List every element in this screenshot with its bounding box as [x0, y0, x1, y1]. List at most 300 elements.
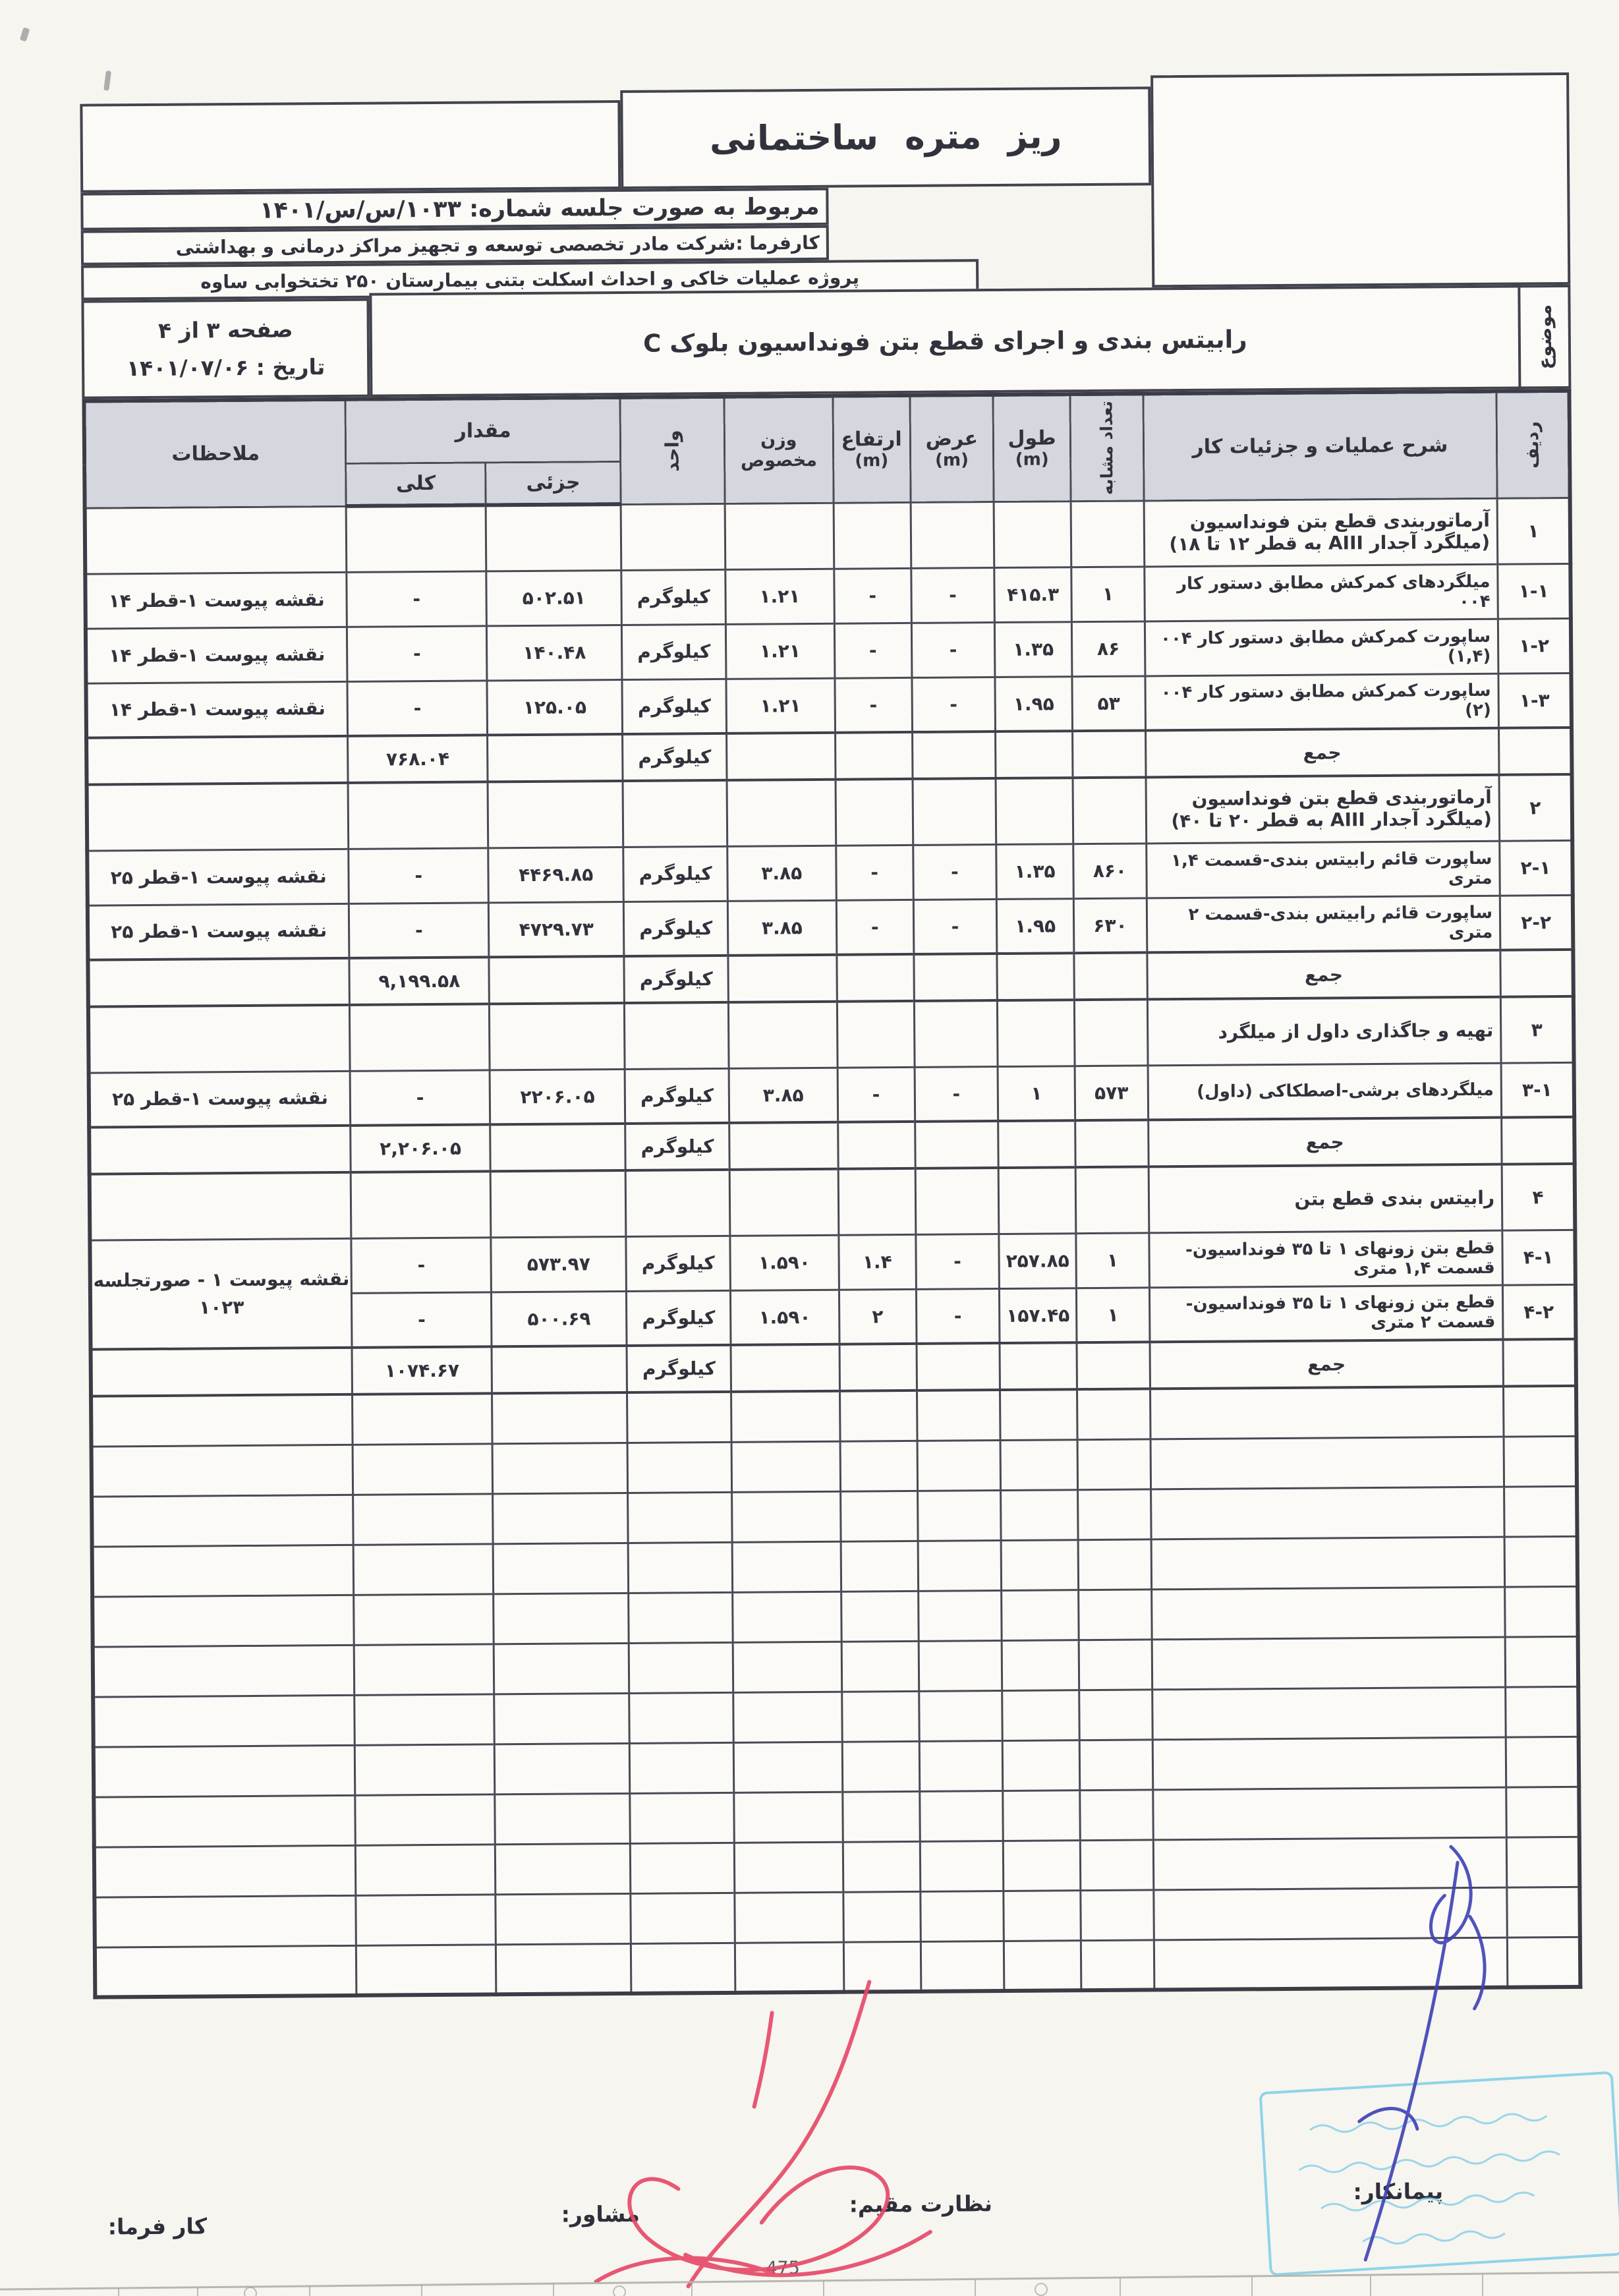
- cell-similar-count: ۵۳: [1072, 675, 1145, 731]
- cell-similar-count: ۸۶: [1072, 621, 1145, 676]
- cell-width: -: [912, 677, 996, 732]
- col-header-similar-count: تعداد مشابه: [1070, 393, 1144, 501]
- cell-empty: [86, 736, 348, 785]
- cell-empty: [1002, 1590, 1079, 1640]
- cell-section-title: تهیه و جاگذاری داول از میلگرد: [1147, 997, 1501, 1066]
- col-header-unit-weight: وزن مخصوص: [724, 396, 834, 503]
- cell-empty: [621, 503, 725, 570]
- cell-empty: [1079, 1589, 1152, 1640]
- contractor-signature: [1252, 1837, 1539, 2274]
- cell-description: ساپورت قائم رابیتس بندی-قسمت ۲ متری: [1147, 896, 1500, 953]
- cell-empty: [1073, 777, 1146, 844]
- cell-empty: [727, 780, 836, 846]
- cell-empty: [353, 1443, 492, 1494]
- cell-row-no: ۲: [1499, 774, 1572, 841]
- cell-amount-partial: ۲۲۰۶.۰۵: [490, 1069, 625, 1124]
- cell-amount-partial: ۵۰۰.۶۹: [492, 1291, 627, 1346]
- cell-empty: [629, 1642, 733, 1693]
- cell-empty: [1151, 1537, 1505, 1590]
- cell-similar-count: ۱: [1077, 1287, 1150, 1342]
- cell-empty: [353, 1493, 493, 1544]
- cell-empty: [1004, 1890, 1081, 1941]
- cell-empty: [914, 954, 998, 1001]
- cell-remark: نقشه پیوست ۱-قطر ۱۴: [86, 627, 347, 683]
- cell-empty: [628, 1492, 732, 1543]
- cell-empty: [91, 1348, 353, 1396]
- col-header-length: طول (m): [993, 394, 1071, 502]
- cell-unit: كیلوگرم: [626, 1236, 730, 1291]
- cell-unit: كیلوگرم: [624, 901, 728, 956]
- cell-empty: [725, 503, 834, 569]
- cell-empty: [998, 1120, 1076, 1168]
- cell-amount-total: -: [347, 625, 487, 681]
- col-header-description: شرح عملیات و جزئیات کار: [1143, 391, 1498, 501]
- cell-remark: نقشه پیوست ۱-قطر ۲۵: [88, 904, 349, 960]
- cell-unit: كیلوگرم: [625, 1068, 729, 1124]
- cell-empty: [627, 1442, 731, 1493]
- cell-empty: [919, 1640, 1002, 1691]
- cell-empty: [1150, 1437, 1504, 1489]
- consultant-label: مشاور:: [561, 2200, 640, 2227]
- date-label: تاریخ : ۱۴۰۱/۰۷/۰۶: [126, 354, 326, 382]
- cell-empty: [494, 1693, 630, 1744]
- cell-empty: [494, 1643, 629, 1694]
- cell-empty: [841, 1641, 919, 1692]
- page-number-label: صفحه ۳ از ۴: [157, 316, 293, 343]
- cell-sum-total: ۷۶۸.۰۴: [348, 735, 488, 782]
- cell-empty: [994, 501, 1071, 567]
- cell-row-no: ۱-۱: [1498, 563, 1571, 619]
- next-page-edge: [0, 2267, 1619, 2296]
- cell-empty: [356, 1894, 496, 1945]
- cell-width: -: [916, 1234, 1000, 1289]
- cell-unit: كیلوگرم: [622, 624, 726, 679]
- resident-supervisor-signature: [554, 1969, 965, 2296]
- cell-row-no: ۴-۱: [1502, 1230, 1576, 1285]
- cell-row-no: ۳-۱: [1501, 1062, 1574, 1118]
- cell-empty: [731, 1391, 840, 1442]
- cell-empty: [735, 1892, 843, 1943]
- cell-empty: [914, 1000, 998, 1067]
- cell-empty: [838, 1122, 915, 1169]
- cell-empty: [627, 1392, 731, 1443]
- cell-empty: [1504, 1536, 1577, 1587]
- employer-label: كار فرما:: [107, 2213, 208, 2240]
- cell-empty: [1151, 1587, 1505, 1640]
- cell-description: میلگردهای برشی-اصطكاكی (داول): [1148, 1063, 1502, 1120]
- cell-empty: [496, 1893, 631, 1944]
- page-title: ریز متره ساختمانی: [709, 117, 1062, 159]
- cell-amount-partial: ۱۲۵.۰۵: [487, 679, 623, 735]
- cell-unit: كیلوگرم: [623, 846, 727, 902]
- cell-empty: [733, 1592, 841, 1642]
- cell-row-no: ۲-۲: [1500, 895, 1573, 950]
- cell-description: میلگردهای كمركش مطابق دستور كار ۰۰۴: [1144, 564, 1498, 621]
- cell-empty: [631, 1893, 735, 1943]
- cell-empty: [1152, 1737, 1506, 1790]
- cell-empty: [89, 1126, 351, 1174]
- cell-empty: [85, 506, 347, 574]
- cell-empty: [1506, 1787, 1579, 1837]
- cell-unit-weight: ۳.۸۵: [729, 1068, 838, 1123]
- cell-empty: [1506, 1686, 1579, 1737]
- cell-empty: [921, 1891, 1004, 1941]
- cell-description: ساپورت كمركش مطابق دستور كار ۰۰۴ (۱,۴): [1145, 619, 1498, 676]
- cell-empty: [1080, 1839, 1153, 1890]
- cell-empty: [1504, 1436, 1577, 1487]
- cell-length: ۱۵۷.۴۵: [999, 1288, 1077, 1343]
- cell-empty: [1073, 730, 1146, 778]
- cell-empty: [348, 782, 488, 848]
- table-row-section: [90, 1164, 1576, 1240]
- cell-width: -: [911, 567, 995, 623]
- cell-empty: [732, 1491, 841, 1542]
- cell-empty: [629, 1692, 733, 1743]
- cell-empty: [731, 1441, 840, 1492]
- cell-remark: نقشه پیوست ۱-قطر ۲۵: [89, 1071, 351, 1128]
- cell-similar-count: ۱: [1076, 1232, 1149, 1288]
- cell-similar-count: ۵۷۳: [1075, 1065, 1148, 1120]
- col-header-remarks: ملاحظات: [84, 399, 346, 508]
- resident-supervision-label: نظارت مقیم:: [849, 2191, 993, 2218]
- cell-empty: [919, 1791, 1003, 1841]
- cell-empty: [495, 1843, 631, 1894]
- cell-empty: [93, 1695, 355, 1747]
- cell-empty: [841, 1591, 919, 1642]
- cell-empty: [840, 1491, 918, 1541]
- cell-length: ۱.۹۵: [996, 898, 1074, 954]
- cell-empty: [1002, 1690, 1080, 1740]
- cell-empty: [94, 1745, 355, 1797]
- cell-empty: [920, 1841, 1004, 1891]
- cell-unit-weight: ۱.۵۹۰: [730, 1235, 839, 1290]
- cell-empty: [90, 1172, 351, 1240]
- cell-amount-partial: ۵۷۳.۹۷: [491, 1236, 627, 1292]
- cell-empty: [917, 1440, 1001, 1491]
- cell-empty: [495, 1793, 631, 1844]
- cell-empty: [836, 954, 914, 1002]
- cell-empty: [94, 1795, 355, 1847]
- cell-length: ۱.۳۵: [994, 621, 1072, 677]
- cell-length: ۲۵۷.۸۵: [999, 1233, 1077, 1288]
- cell-section-title: رابیتس بندی قطع بتن: [1149, 1164, 1502, 1233]
- cell-empty: [842, 1741, 920, 1792]
- cell-empty: [1001, 1539, 1079, 1590]
- col-header-amount-total: كلی: [346, 462, 486, 505]
- cell-empty: [92, 1595, 354, 1647]
- cell-empty: [488, 781, 623, 847]
- cell-empty: [1000, 1342, 1077, 1390]
- cell-empty: [1001, 1489, 1079, 1540]
- cell-empty: [997, 953, 1075, 1000]
- cell-sum-label: جمع: [1145, 728, 1499, 778]
- cell-description: قطع بتن زونهای ۱ تا ۳۵ فونداسیون- قسمت ۲ متری: [1149, 1285, 1503, 1342]
- cell-empty: [1000, 1439, 1078, 1490]
- cell-row-no: ۴-۲: [1502, 1284, 1576, 1340]
- cell-empty: [1152, 1787, 1506, 1840]
- cell-sum-unit: كیلوگرم: [625, 1123, 729, 1170]
- cell-empty: [842, 1791, 920, 1842]
- cell-row-no: ۱: [1497, 498, 1570, 564]
- cell-empty: [355, 1744, 495, 1794]
- cell-sum-total: ۹,۱۹۹.۵۸: [349, 957, 489, 1004]
- cell-empty: [93, 1645, 355, 1697]
- cell-empty: [356, 1944, 496, 1995]
- cell-height: -: [838, 1067, 915, 1122]
- cell-unit: كیلوگرم: [622, 679, 726, 734]
- cell-empty: [918, 1590, 1002, 1641]
- cell-empty: [488, 734, 623, 782]
- cell-height: -: [836, 900, 914, 955]
- cell-empty: [625, 1170, 729, 1236]
- quantity-survey-table: [82, 389, 1582, 1999]
- cell-empty: [623, 780, 727, 847]
- cell-empty: [729, 1122, 838, 1170]
- col-header-unit: واحد: [620, 397, 725, 504]
- cell-empty: [1079, 1739, 1152, 1790]
- table-row: [89, 1062, 1575, 1128]
- contractor-label: پیمانكار:: [1353, 2178, 1444, 2205]
- cell-empty: [628, 1542, 732, 1593]
- subject-text: رابیتس بندی و اجرای قطع بتن فونداسیون بلوک C: [643, 324, 1247, 358]
- cell-row-no: ۱-۲: [1498, 618, 1571, 674]
- cell-empty: [913, 778, 996, 845]
- cell-height: -: [836, 845, 913, 900]
- cell-empty: [493, 1543, 629, 1593]
- cell-amount-partial: ۱۴۰.۴۸: [487, 625, 623, 680]
- sheet-number: 475: [766, 2258, 800, 2279]
- cell-empty: [1002, 1640, 1079, 1690]
- subject-strip: [369, 285, 1571, 397]
- cell-empty: [494, 1593, 629, 1644]
- cell-empty: [733, 1642, 841, 1692]
- cell-empty: [1505, 1636, 1578, 1687]
- cell-empty: [996, 778, 1073, 844]
- cell-height: -: [834, 623, 912, 678]
- cell-empty: [87, 783, 349, 851]
- cell-empty: [917, 1490, 1001, 1541]
- cell-description: ساپورت قائم رابیتس بندی-قسمت ۱,۴ متری: [1146, 841, 1500, 898]
- cell-empty: [1003, 1790, 1081, 1841]
- cell-sum-total: ۲,۲۰۶.۰۵: [351, 1124, 490, 1172]
- table-row: [85, 563, 1571, 629]
- table-row-section: [88, 996, 1574, 1073]
- cell-empty: [732, 1541, 841, 1592]
- cell-empty: [631, 1843, 735, 1893]
- cell-empty: [1505, 1586, 1578, 1637]
- cell-empty: [492, 1392, 628, 1443]
- meeting-reference-line: [80, 188, 828, 231]
- cell-empty: [1000, 1389, 1077, 1440]
- cell-description: ساپورت كمركش مطابق دستور كار ۰۰۴ (۲): [1145, 674, 1499, 731]
- cell-sum-unit: كیلوگرم: [624, 956, 728, 1003]
- table-row: [86, 618, 1572, 683]
- header-empty-box-right: [1150, 72, 1570, 287]
- cell-unit: كیلوگرم: [627, 1290, 731, 1346]
- cell-amount-total: -: [351, 1237, 491, 1292]
- cell-empty: [1504, 1386, 1577, 1437]
- cell-empty: [346, 505, 486, 571]
- col-header-row-no: ردیف: [1496, 391, 1570, 498]
- client-text: كارفرما :شركت مادر تخصصی توسعه و تجهیز مراكز درمانی و بهداشتی: [175, 231, 820, 258]
- cell-remark: نقشه پیوست ۱-قطر ۱۴: [86, 681, 347, 738]
- cell-empty: [915, 1121, 998, 1168]
- cell-unit-weight: ۳.۸۵: [727, 900, 836, 956]
- cell-unit-weight: ۱.۲۱: [725, 569, 834, 624]
- cell-height: ۲: [839, 1289, 917, 1344]
- cell-empty: [353, 1393, 492, 1444]
- cell-empty: [94, 1895, 356, 1947]
- cell-empty: [1079, 1689, 1152, 1740]
- cell-empty: [356, 1844, 496, 1895]
- cell-empty: [837, 1001, 915, 1068]
- cell-empty: [630, 1793, 734, 1843]
- cell-sum-unit: كیلوگرم: [623, 733, 727, 781]
- cell-sum-label: جمع: [1150, 1340, 1504, 1389]
- cell-empty: [734, 1842, 843, 1893]
- scan-speck: [103, 71, 111, 91]
- cell-empty: [88, 958, 349, 1007]
- cell-empty: [912, 732, 996, 779]
- cell-empty: [1003, 1840, 1081, 1891]
- project-text: پروژه عملیات خاكی و احداث اسكلت بتنی بیمارستان ۲۵۰ تختخوابی ساوه: [200, 266, 860, 293]
- table-row-section: [87, 774, 1573, 851]
- cell-empty: [490, 1170, 626, 1237]
- cell-empty: [354, 1644, 494, 1694]
- cell-empty: [835, 732, 913, 780]
- cell-amount-partial: ۴۷۲۹.۷۳: [488, 902, 624, 957]
- cell-empty: [490, 1124, 626, 1171]
- cell-empty: [94, 1845, 356, 1897]
- cell-section-title: آرماتوربندی قطع بتن فونداسیون (میلگرد آجدار AIII به قطر ۲۰ تا ۴۰): [1146, 775, 1500, 844]
- cell-empty: [728, 955, 837, 1002]
- cell-empty: [1077, 1342, 1150, 1389]
- cell-empty: [1077, 1439, 1150, 1489]
- cell-empty: [840, 1441, 918, 1491]
- cell-empty: [1075, 1166, 1149, 1233]
- cell-row-no: ۳: [1500, 996, 1574, 1063]
- cell-row-no: ۴: [1502, 1164, 1575, 1230]
- cell-width: -: [916, 1288, 1000, 1344]
- cell-amount-total: -: [347, 571, 486, 626]
- col-header-amount: مقدار: [345, 397, 621, 463]
- client-line: [81, 225, 829, 266]
- cell-empty: [1074, 952, 1147, 1000]
- cell-empty: [91, 1394, 353, 1447]
- cell-remark: نقشه پیوست ۱ - صورتجلسه ۱۰۲۳: [90, 1238, 352, 1350]
- table-row: [88, 895, 1574, 960]
- cell-empty: [354, 1593, 494, 1644]
- cell-empty: [734, 1792, 843, 1843]
- cell-empty: [489, 956, 625, 1004]
- cell-empty: [919, 1690, 1002, 1741]
- cell-empty: [355, 1794, 495, 1845]
- cell-row-no: ۱-۳: [1498, 673, 1572, 728]
- cell-empty: [1503, 1339, 1576, 1387]
- cell-empty: [834, 502, 911, 569]
- table-header: [84, 391, 1570, 508]
- cell-empty: [918, 1540, 1002, 1591]
- cell-empty: [727, 733, 836, 780]
- table-row: [90, 1230, 1576, 1295]
- cell-empty: [995, 731, 1073, 778]
- cell-empty: [911, 502, 994, 568]
- cell-length: ۱: [998, 1066, 1075, 1121]
- cell-sum-label: جمع: [1147, 950, 1500, 1000]
- cell-empty: [492, 1443, 628, 1493]
- cell-empty: [355, 1694, 494, 1744]
- cell-empty: [92, 1445, 353, 1497]
- cell-height: -: [835, 677, 913, 733]
- cell-empty: [917, 1343, 1000, 1391]
- cell-empty: [1500, 950, 1574, 997]
- cell-section-title: آرماتوربندی قطع بتن فونداسیون (میلگرد آجدار AIII به قطر ۱۲ تا ۱۸): [1144, 498, 1498, 567]
- cell-empty: [997, 1000, 1075, 1066]
- cell-similar-count: ۸۶۰: [1073, 843, 1147, 898]
- col-header-width: عرض (m): [910, 395, 994, 502]
- quantity-table-body: [85, 498, 1581, 1997]
- cell-empty: [625, 1002, 729, 1069]
- cell-empty: [1075, 1120, 1149, 1167]
- cell-empty: [1071, 500, 1144, 567]
- cell-similar-count: ۶۳۰: [1073, 898, 1147, 953]
- cell-similar-count: ۱: [1071, 566, 1145, 621]
- col-header-amount-partial: جزئی: [486, 461, 621, 505]
- cell-empty: [841, 1691, 919, 1742]
- cell-empty: [1152, 1637, 1506, 1690]
- cell-empty: [1078, 1489, 1151, 1539]
- cell-amount-partial: ۵۰۲.۵۱: [486, 570, 622, 625]
- cell-length: ۱.۹۵: [995, 676, 1073, 732]
- cell-width: -: [911, 622, 995, 677]
- cell-empty: [486, 504, 621, 571]
- cell-width: -: [913, 899, 997, 954]
- cell-empty: [1504, 1486, 1577, 1537]
- cell-height: -: [834, 568, 911, 623]
- cell-empty: [1081, 1889, 1154, 1940]
- cell-empty: [490, 1003, 625, 1070]
- cell-empty: [350, 1004, 490, 1070]
- cell-amount-total: -: [350, 1070, 490, 1125]
- cell-empty: [1150, 1487, 1504, 1539]
- cell-sum-label: جمع: [1148, 1118, 1502, 1167]
- cell-empty: [1078, 1539, 1151, 1590]
- cell-empty: [998, 1167, 1076, 1234]
- scan-speck: [20, 27, 30, 42]
- cell-sum-unit: كیلوگرم: [627, 1345, 731, 1392]
- document-title-box: [620, 86, 1151, 189]
- cell-empty: [729, 1169, 838, 1236]
- table-row: [87, 840, 1573, 905]
- cell-empty: [95, 1945, 356, 1997]
- cell-empty: [92, 1495, 353, 1547]
- cell-empty: [351, 1171, 491, 1238]
- cell-empty: [731, 1344, 839, 1392]
- cell-empty: [88, 1005, 350, 1073]
- header-empty-box-left: [80, 100, 621, 193]
- cell-empty: [839, 1391, 917, 1441]
- cell-empty: [1079, 1639, 1152, 1690]
- cell-empty: [919, 1740, 1003, 1791]
- cell-amount-total: -: [349, 902, 489, 958]
- meeting-reference-text: مربوط به صورت جلسه شماره: ۱۰۳۳/س/س/۱۴۰۱: [260, 193, 820, 224]
- page-date-box: [81, 299, 370, 399]
- cell-empty: [1499, 728, 1572, 775]
- subject-label-cell: [1518, 287, 1568, 387]
- table-row-section: [85, 498, 1571, 574]
- cell-unit-weight: ۳.۸۵: [727, 846, 836, 901]
- cell-empty: [1150, 1387, 1504, 1439]
